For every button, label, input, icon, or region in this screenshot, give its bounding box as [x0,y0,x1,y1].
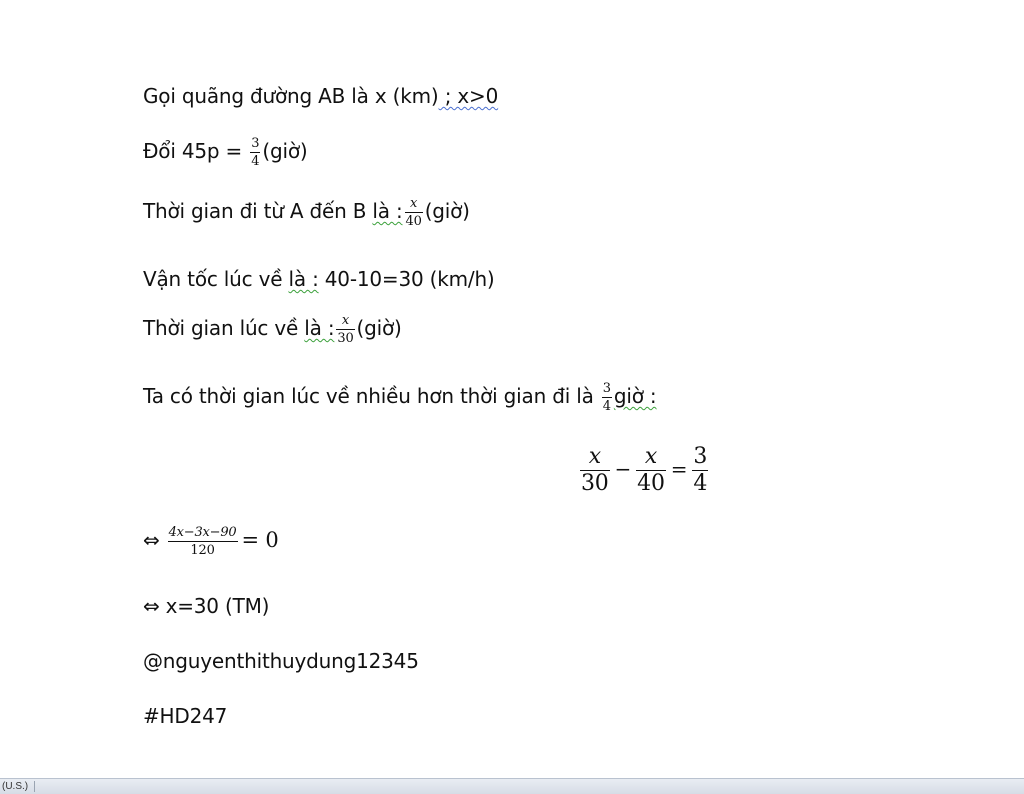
fraction-numerator: x [644,444,658,469]
line-time-going [143,197,470,228]
equation-main [578,446,710,495]
line-define-distance [143,84,498,108]
line-convert-time [143,137,307,168]
la-word: là : [304,316,335,340]
fraction-3-4 [602,382,612,413]
equivalence-symbol: ⇔ [143,528,160,552]
statement-suffix: giờ : [613,384,657,408]
fraction-denominator: 4 [693,471,708,496]
fraction-numerator: x [588,444,601,469]
fraction-numerator: x [341,313,350,328]
fraction-denominator: 4 [602,399,611,414]
fraction-numerator: 3 [251,136,260,151]
fraction-numerator: 3 [693,444,708,469]
fraction-denominator: 40 [637,471,665,496]
fraction-numerator: 4x−3x−90 [168,525,237,540]
convert-suffix: (giờ) [262,139,308,163]
fraction-denominator: 4 [251,154,260,169]
author-tag: @nguyenthithuydung12345 [143,649,419,673]
la-word: là : [288,267,319,291]
fraction-x-40 [405,197,423,228]
la-word: là : [372,199,403,223]
status-bar [0,778,1024,794]
fraction-x-30 [336,314,354,345]
equals-zero: = 0 [241,528,279,552]
fraction-numerator: x [410,196,418,211]
fraction-x-40 [636,446,666,495]
fraction-denominator: 30 [337,331,354,346]
condition-text: ; x>0 [438,84,499,108]
fraction-denominator: 30 [581,471,609,496]
statement-prefix: Ta có thời gian lúc về nhiều hơn thời gian đi là [143,384,600,408]
fraction-denominator: 40 [405,214,422,229]
fraction-bar [336,329,354,330]
fraction-denominator: 120 [190,543,215,558]
status-divider [34,781,35,792]
equivalence-symbol: ⇔ [143,594,160,618]
time-going-prefix: Thời gian đi từ A đến B [143,199,373,223]
fraction-numerator: 3 [602,381,611,396]
convert-prefix: Đổi 45p = [143,139,249,163]
line-equivalent-fraction [143,526,279,557]
fraction-3-4 [692,446,708,495]
fraction-bar [602,397,612,398]
fraction-x-30 [580,446,610,495]
line-time-return [143,314,402,345]
time-return-prefix: Thời gian lúc về [143,316,305,340]
fraction-bar [168,541,238,542]
line-statement [143,382,656,413]
time-return-suffix: (giờ) [356,316,402,340]
return-speed-prefix: Vận tốc lúc về [143,267,289,291]
equals-sign: = [670,457,688,481]
line-solution [143,594,269,618]
language-indicator[interactable]: (U.S.) [2,781,29,792]
define-distance-text: Gọi quãng đường AB là x (km) [143,84,439,108]
time-going-suffix: (giờ) [424,199,470,223]
fraction-3-4 [250,137,260,168]
fraction-combined [168,526,238,557]
fraction-bar [405,212,423,213]
hashtag: #HD247 [143,704,228,728]
minus-sign: − [614,457,632,481]
return-speed-suffix: 40-10=30 (km/h) [318,267,495,291]
solution-text: x=30 (TM) [165,594,270,618]
fraction-bar [250,152,260,153]
line-return-speed [143,267,495,291]
